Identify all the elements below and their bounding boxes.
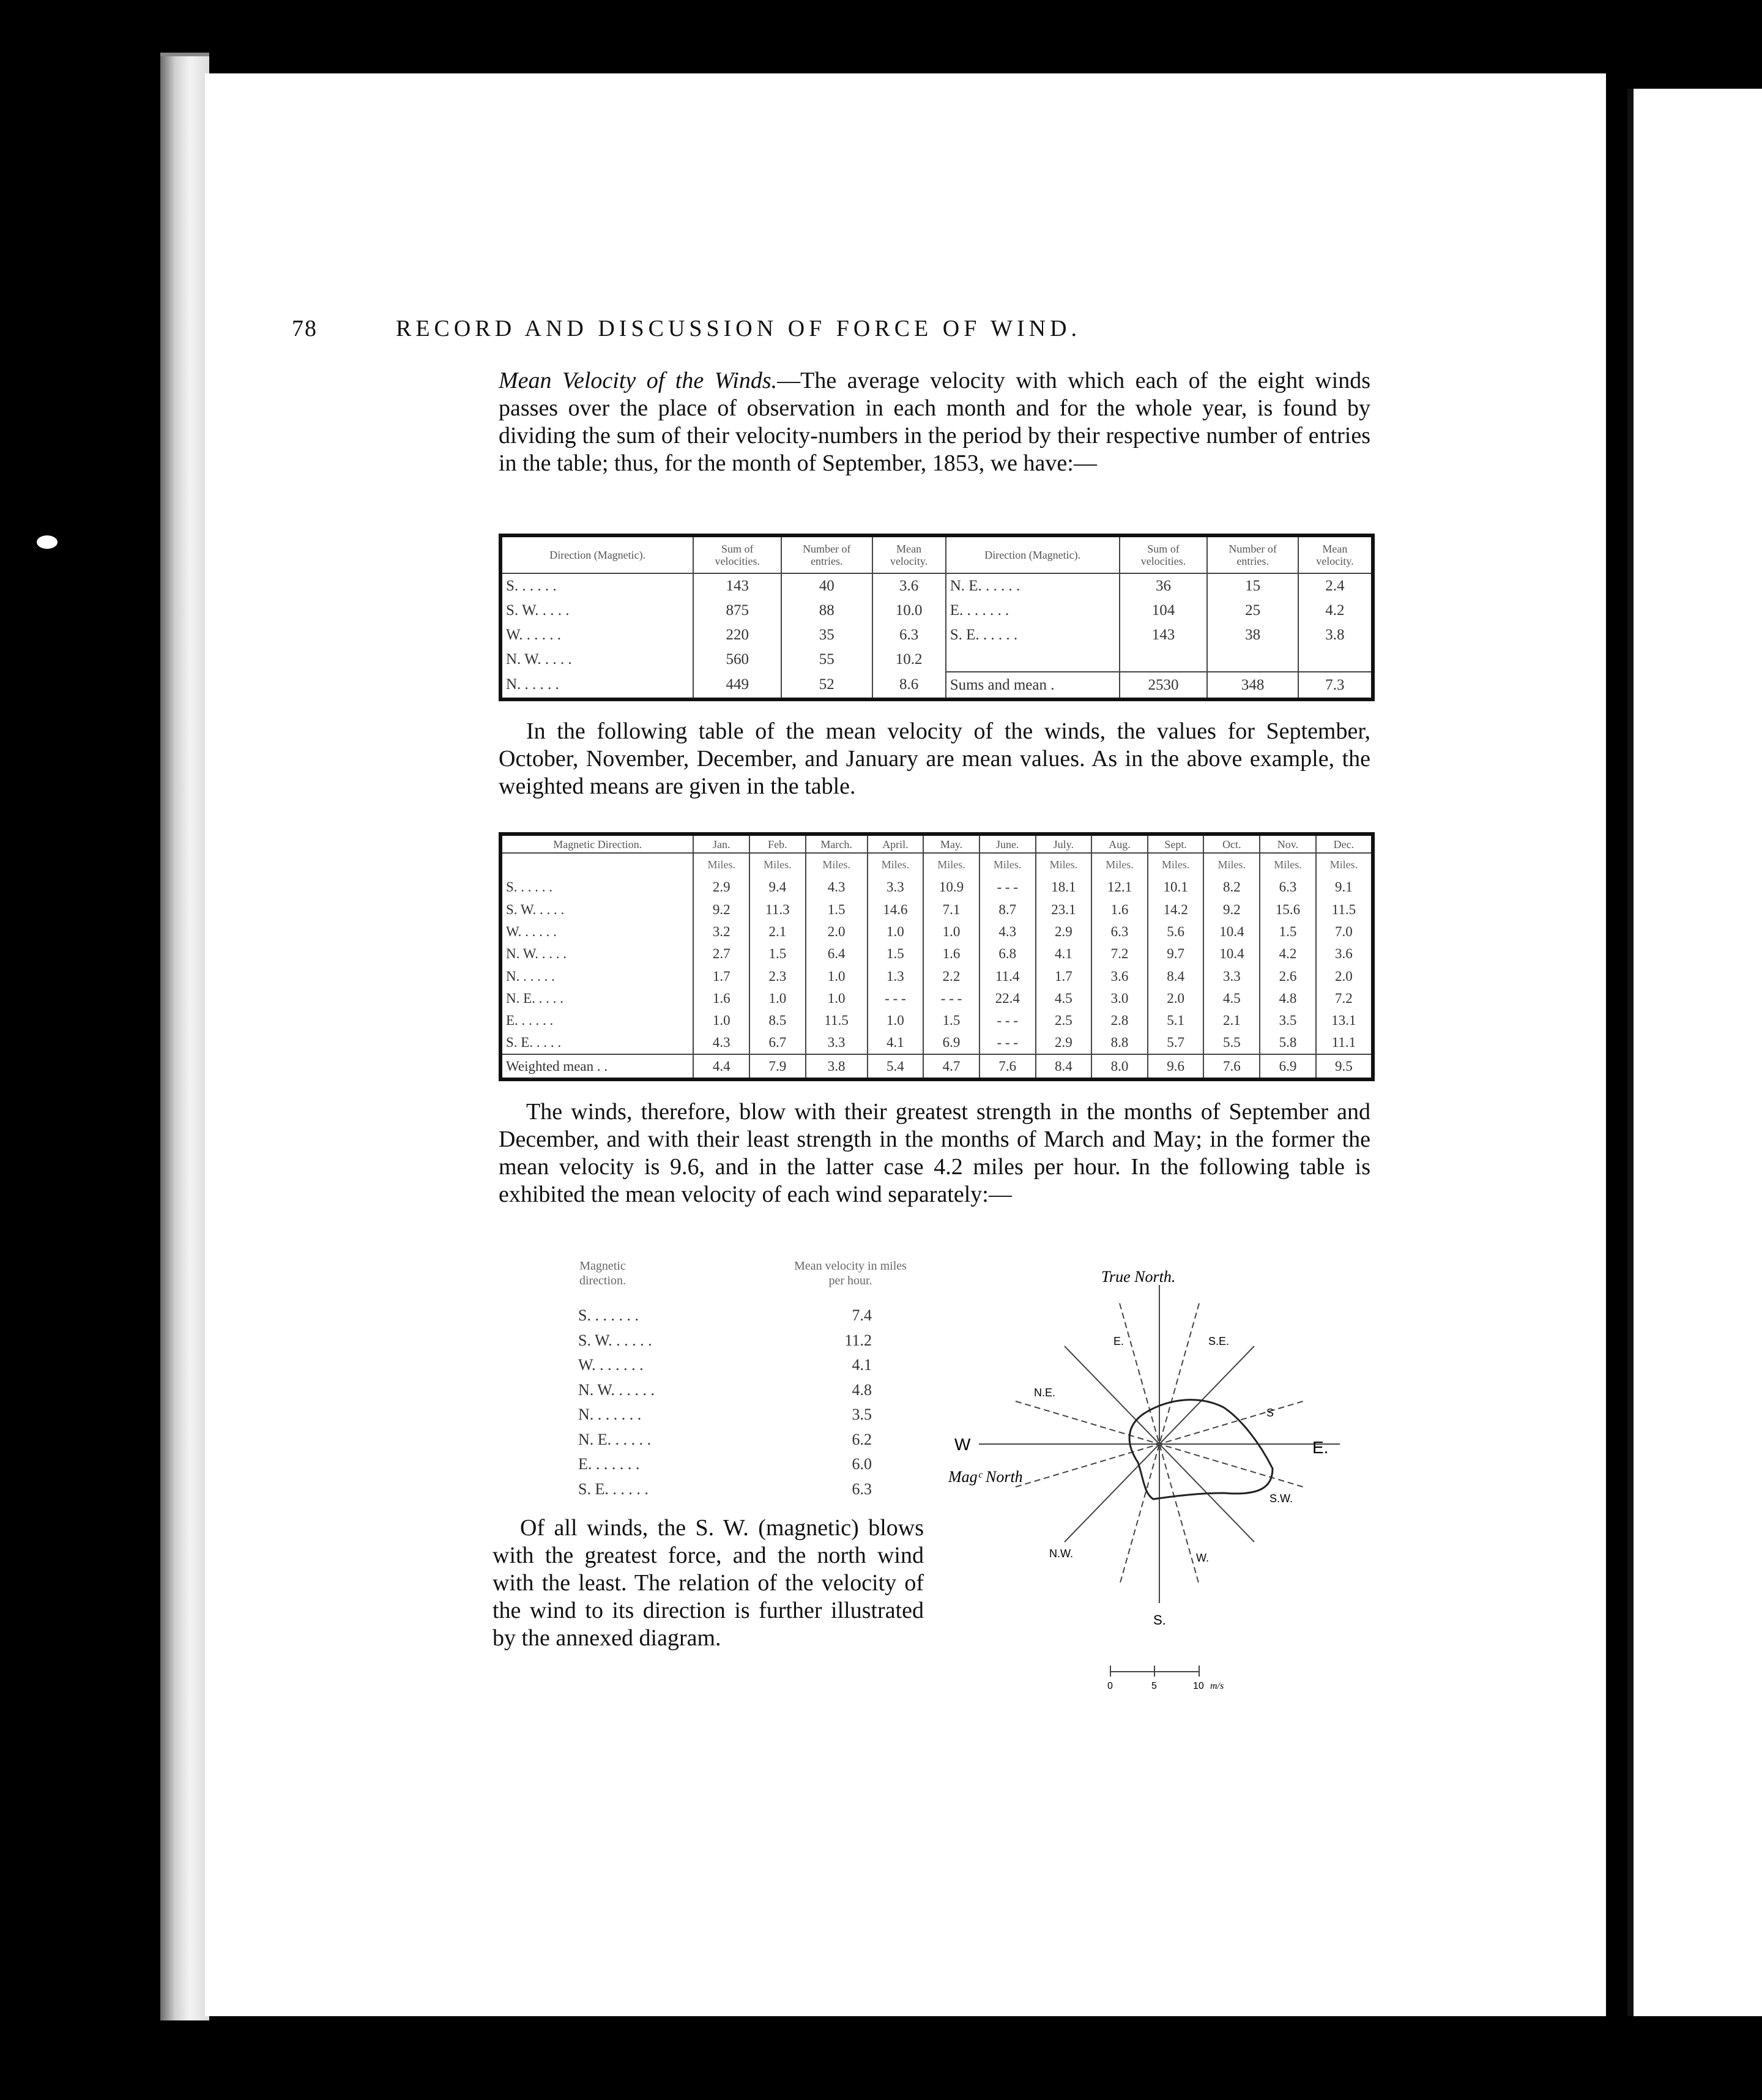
table-cell: 7.2	[1316, 987, 1371, 1009]
table-cell: 9.5	[1316, 1054, 1371, 1078]
table-cell: E. . . . . . .	[946, 598, 1120, 623]
paragraph-italic-lead: Mean Velocity of the Winds.	[499, 368, 778, 393]
table-cell: 4.5	[1203, 987, 1260, 1009]
table-cell: 88	[781, 598, 872, 623]
table-cell: S. E. . . . . .	[946, 623, 1120, 647]
table-cell: 52	[781, 672, 872, 698]
table-cell: 3.8	[806, 1054, 868, 1078]
table-cell: 2530	[1120, 672, 1208, 698]
table-cell: - - -	[923, 987, 980, 1009]
table-row	[502, 672, 1371, 698]
table-cell: 3.6	[1091, 965, 1148, 987]
table-cell: 1.6	[923, 943, 980, 965]
table-cell: 449	[693, 672, 781, 698]
table-cell: 5.5	[1203, 1032, 1260, 1055]
table-cell: N. . . . . .	[506, 676, 559, 693]
direction-cell: N. . . . . .	[506, 968, 555, 984]
table-cell: 15.6	[1260, 898, 1316, 920]
col-header-month: Jan.	[693, 836, 749, 853]
table-cell: 12.1	[1091, 876, 1148, 898]
table-cell: 2.1	[1203, 1009, 1260, 1031]
velocity-value: 11.2	[844, 1331, 872, 1349]
table-cell: 10.2	[872, 647, 946, 672]
table-cell: 1.5	[749, 943, 806, 965]
col-header-month: July.	[1036, 836, 1092, 853]
direction-velocity-list	[578, 1303, 872, 1502]
table-cell: 15	[1207, 573, 1298, 599]
direction-label: S. . . . . . .	[578, 1306, 639, 1324]
scale-zero: 0	[1107, 1681, 1113, 1691]
true-north-label: True North.	[1101, 1268, 1176, 1286]
table-cell: 2.4	[1298, 573, 1371, 599]
list-item	[578, 1452, 872, 1477]
table-cell: 6.3	[872, 623, 946, 647]
label-nw: N.W.	[1049, 1547, 1073, 1560]
table-cell: 6.8	[980, 943, 1036, 965]
table-cell: 4.7	[923, 1054, 980, 1078]
unit-cell: Miles.	[923, 853, 980, 876]
table-cell: 25	[1207, 598, 1298, 623]
table-cell: 3.3	[806, 1032, 868, 1055]
table-cell: 8.6	[872, 672, 946, 698]
table-cell: 2.7	[693, 943, 749, 965]
table-cell: 3.2	[693, 920, 749, 942]
scan-speck	[37, 535, 58, 549]
list-item	[578, 1428, 872, 1453]
col-header: Direction (Magnetic).	[502, 537, 693, 573]
direction-label: S. E. . . . . .	[578, 1480, 649, 1498]
table-cell: W. . . . . .	[506, 627, 562, 644]
table-cell: 1.0	[868, 920, 924, 942]
unit-cell: Miles.	[980, 853, 1036, 876]
unit-cell: Miles.	[1203, 853, 1260, 876]
wind-rose-diagram	[942, 1260, 1383, 1701]
table-cell: 3.3	[1203, 965, 1260, 987]
table-cell: 35	[781, 623, 872, 647]
table-cell: 6.9	[923, 1032, 980, 1055]
table-row	[502, 573, 1371, 599]
table-cell: 38	[1207, 623, 1298, 647]
velocity-value: 6.2	[852, 1430, 872, 1448]
table-cell: 104	[1120, 598, 1208, 623]
table-cell: 14.2	[1148, 898, 1204, 920]
col-header: Mean velocity.	[1298, 537, 1371, 573]
table-cell: 40	[781, 573, 872, 599]
table-cell: 1.0	[693, 1009, 749, 1031]
col-header: Number of entries.	[1207, 537, 1298, 573]
table-row	[502, 623, 1371, 647]
table-cell: 22.4	[980, 987, 1036, 1009]
col-header-month: May.	[923, 836, 980, 853]
table-cell: 9.4	[749, 876, 806, 898]
table-cell: 4.3	[693, 1032, 749, 1055]
direction-cell: S. E. . . . .	[506, 1035, 562, 1051]
table-cell: 2.9	[693, 876, 749, 898]
table-cell: 3.3	[868, 876, 924, 898]
unit-cell: Miles.	[806, 853, 868, 876]
paragraph-text: —The average velocity with which each of the eight winds passes over the place of observation in each month and for the whole year, is found by dividing the sum of their velocity-numbers in the period by their respective number of entries in the table; thus, for the month of September, 1853, we have:—	[499, 368, 1370, 476]
table-cell: 14.6	[868, 898, 924, 920]
table-cell: 10.0	[872, 598, 946, 623]
table-cell: 9.2	[1203, 898, 1260, 920]
velocity-value: 6.0	[852, 1455, 872, 1473]
table-cell: 1.7	[693, 965, 749, 987]
facing-page-edge	[1627, 89, 1762, 2016]
direction-label: E. . . . . . .	[578, 1455, 640, 1473]
running-header	[292, 315, 1369, 346]
september-velocity-table	[499, 534, 1375, 701]
table-cell: 4.2	[1298, 598, 1371, 623]
table-cell: 2.3	[749, 965, 806, 987]
direction-cell: N. E. . . . .	[506, 990, 563, 1006]
table-cell: 8.7	[980, 898, 1036, 920]
label-se: S.E.	[1208, 1335, 1230, 1347]
table-cell: 1.3	[868, 965, 924, 987]
unit-cell: Miles.	[1036, 853, 1092, 876]
table-row	[502, 898, 1371, 920]
paragraph-following-table: In the following table of the mean velocity of the winds, the values for September, October, November, December, and January are mean values. As in the above example, the weighted means are given in the table.	[499, 718, 1370, 799]
table-cell	[1298, 647, 1371, 672]
table-cell: 11.5	[1316, 898, 1371, 920]
list-item	[578, 1402, 872, 1428]
table-cell: 4.2	[1260, 943, 1316, 965]
direction-cell: S. . . . . .	[506, 879, 553, 895]
table-cell: 2.6	[1260, 965, 1316, 987]
table-cell: 9.1	[1316, 876, 1371, 898]
table-cell: 4.3	[980, 920, 1036, 942]
table-cell: 4.1	[1036, 943, 1092, 965]
direction-cell: E. . . . . .	[506, 1013, 554, 1029]
table-cell: 8.4	[1148, 965, 1204, 987]
table-cell: 1.5	[923, 1009, 980, 1031]
table-cell: 9.7	[1148, 943, 1204, 965]
weighted-mean-label: Weighted mean . .	[502, 1054, 693, 1078]
direction-label: W. . . . . . .	[578, 1356, 644, 1374]
table-cell: 348	[1207, 672, 1298, 698]
col-header: Sum of velocities.	[1120, 537, 1208, 573]
table-cell: 11.1	[1316, 1032, 1371, 1055]
label-e-top: E.	[1113, 1335, 1124, 1347]
table-row	[502, 1009, 1371, 1031]
scale-five: 5	[1151, 1681, 1157, 1691]
table-cell: 2.9	[1036, 920, 1092, 942]
table-cell: 560	[693, 647, 781, 672]
table-cell	[1120, 647, 1208, 672]
table-cell: 2.1	[749, 920, 806, 942]
table-row	[502, 987, 1371, 1009]
direction-label: N. W. . . . . .	[578, 1380, 655, 1399]
table-cell: 7.6	[980, 1054, 1036, 1078]
direction-cell: S. W. . . . .	[506, 901, 565, 917]
table-cell: 6.4	[806, 943, 868, 965]
direction-cell: W. . . . . .	[506, 923, 557, 939]
paragraph-greatest-strength: The winds, therefore, blow with their greatest strength in the months of September and December, and with their least strength in the months of March and May; in the former the mean velocity is 9.6, and in the latter case 4.2 miles per hour. In the following table is exhibited the mean velocity of each wind separately:—	[499, 1099, 1370, 1207]
table-cell: 2.2	[923, 965, 980, 987]
scale-unit: m/s	[1210, 1681, 1224, 1691]
table-cell: 1.5	[868, 943, 924, 965]
table-cell: 4.1	[868, 1032, 924, 1055]
table-cell: 3.5	[1260, 1009, 1316, 1031]
unit-cell: Miles.	[868, 853, 924, 876]
weighted-mean-row	[502, 1054, 1371, 1078]
table-cell: 3.6	[872, 573, 946, 599]
table-row	[502, 1032, 1371, 1055]
unit-cell: Miles.	[1260, 853, 1316, 876]
direction-label: S. W. . . . . .	[578, 1331, 652, 1349]
table-cell: 7.0	[1316, 920, 1371, 942]
table-cell: 5.1	[1148, 1009, 1204, 1031]
unit-cell: Miles.	[693, 853, 749, 876]
col-header-month: Nov.	[1260, 836, 1316, 853]
table-cell: 11.5	[806, 1009, 868, 1031]
table-cell: 1.0	[923, 920, 980, 942]
small-table-head-direction: Magnetic direction.	[579, 1259, 626, 1287]
table-cell: 5.6	[1148, 920, 1204, 942]
col-header: Magnetic Direction.	[502, 836, 693, 853]
table-cell: 1.6	[1091, 898, 1148, 920]
list-item	[578, 1353, 872, 1378]
table-cell: 36	[1120, 573, 1208, 599]
velocity-value: 7.4	[852, 1306, 872, 1324]
col-header: Number of entries.	[781, 537, 872, 573]
col-header-month: Oct.	[1203, 836, 1260, 853]
list-item	[578, 1477, 872, 1502]
table-cell: 7.9	[749, 1054, 806, 1078]
table-cell: 8.0	[1091, 1054, 1148, 1078]
label-w-left: W	[954, 1435, 971, 1454]
table-cell: 875	[693, 598, 781, 623]
table-row	[502, 598, 1371, 623]
table-cell: Sums and mean .	[946, 672, 1120, 698]
table-cell: 8.4	[1036, 1054, 1092, 1078]
table-cell: 1.7	[1036, 965, 1092, 987]
table-cell: 4.8	[1260, 987, 1316, 1009]
table-cell: 1.0	[806, 987, 868, 1009]
col-header: Direction (Magnetic).	[946, 537, 1120, 573]
table-cell: 7.2	[1091, 943, 1148, 965]
table-cell: 13.1	[1316, 1009, 1371, 1031]
col-header-month: Sept.	[1148, 836, 1204, 853]
velocity-value: 4.1	[852, 1356, 872, 1374]
table-cell: 11.4	[980, 965, 1036, 987]
table-cell: 6.3	[1091, 920, 1148, 942]
label-w-low: W.	[1196, 1552, 1209, 1564]
label-ne: N.E.	[1034, 1387, 1056, 1399]
direction-label: N. . . . . . .	[578, 1406, 642, 1423]
table-cell: 2.0	[806, 920, 868, 942]
book-page-edges	[160, 53, 209, 2020]
table-cell	[946, 647, 1120, 672]
table-cell: 3.0	[1091, 987, 1148, 1009]
table-row	[502, 876, 1371, 898]
table-cell: S. . . . . .	[506, 577, 557, 594]
table-cell: 1.0	[868, 1009, 924, 1031]
table-cell: N. W. . . . .	[506, 651, 572, 668]
table-cell: 2.0	[1148, 987, 1204, 1009]
table-cell: 10.4	[1203, 920, 1260, 942]
table-cell: 55	[781, 647, 872, 672]
table-cell: 11.3	[749, 898, 806, 920]
table-cell: 8.2	[1203, 876, 1260, 898]
table-cell: 1.6	[693, 987, 749, 1009]
table-cell: 10.1	[1148, 876, 1204, 898]
velocity-polygon	[1129, 1400, 1273, 1499]
velocity-value: 3.5	[852, 1406, 872, 1423]
table-cell: 18.1	[1036, 876, 1092, 898]
table-cell	[1207, 647, 1298, 672]
table-cell: 4.5	[1036, 987, 1092, 1009]
table-cell: 3.6	[1316, 943, 1371, 965]
table-cell: S. W. . . . .	[506, 602, 570, 619]
table-cell: 4.4	[693, 1054, 749, 1078]
scale-ten: 10	[1193, 1681, 1204, 1691]
col-header-month: Dec.	[1316, 836, 1371, 853]
unit-cell: Miles.	[1091, 853, 1148, 876]
col-header-month: April.	[868, 836, 924, 853]
label-s-right: S	[1266, 1407, 1274, 1419]
page-number: 78	[292, 316, 318, 341]
table-cell: 2.5	[1036, 1009, 1092, 1031]
scale-bar	[1107, 1666, 1224, 1691]
list-item	[578, 1328, 872, 1353]
table-cell: 1.5	[1260, 920, 1316, 942]
velocity-value: 6.3	[852, 1480, 872, 1498]
table-cell: 7.1	[923, 898, 980, 920]
table-cell: 1.5	[806, 898, 868, 920]
table-cell: 10.4	[1203, 943, 1260, 965]
running-title: RECORD AND DISCUSSION OF FORCE OF WIND.	[396, 316, 1082, 341]
table-cell: 220	[693, 623, 781, 647]
table-cell: 1.0	[749, 987, 806, 1009]
table-cell: 7.3	[1298, 672, 1371, 698]
table-cell: 2.8	[1091, 1009, 1148, 1031]
label-sw: S.W.	[1269, 1492, 1293, 1505]
table-cell: 8.8	[1091, 1032, 1148, 1055]
paragraph-mean-velocity	[499, 367, 1370, 477]
table-cell: - - -	[980, 1032, 1036, 1055]
table-cell: - - -	[980, 876, 1036, 898]
table-cell: 4.3	[806, 876, 868, 898]
table-cell: 2.0	[1316, 965, 1371, 987]
table-row	[502, 965, 1371, 987]
table-cell: 10.9	[923, 876, 980, 898]
col-header-month: Aug.	[1091, 836, 1148, 853]
table-cell: 7.6	[1203, 1054, 1260, 1078]
unit-cell: Miles.	[749, 853, 806, 876]
table-cell: 5.4	[868, 1054, 924, 1078]
list-item	[578, 1378, 872, 1403]
col-header-month: Feb.	[749, 836, 806, 853]
table-cell: 1.0	[806, 965, 868, 987]
table-row	[502, 920, 1371, 942]
col-header-month: June.	[980, 836, 1036, 853]
table-cell: 9.2	[693, 898, 749, 920]
table-cell: 6.7	[749, 1032, 806, 1055]
col-header: Mean velocity.	[872, 537, 946, 573]
table-cell: 2.9	[1036, 1032, 1092, 1055]
table-row	[502, 647, 1371, 672]
table-cell: - - -	[868, 987, 924, 1009]
table-cell: 6.3	[1260, 876, 1316, 898]
col-header-month: March.	[806, 836, 868, 853]
table-cell: 3.8	[1298, 623, 1371, 647]
label-s-bottom: S.	[1153, 1612, 1166, 1628]
table-cell: 143	[693, 573, 781, 599]
small-table-head-velocity: Mean velocity in miles per hour.	[794, 1259, 907, 1287]
col-header: Sum of velocities.	[693, 537, 781, 573]
list-item	[578, 1303, 872, 1328]
table-cell: 8.5	[749, 1009, 806, 1031]
velocity-value: 4.8	[852, 1380, 872, 1399]
unit-cell: Miles.	[1148, 853, 1204, 876]
paragraph-all-winds: Of all winds, the S. W. (magnetic) blows with the greatest force, and the north wind with the least. The relation of the velocity of the wind to its direction is further illustrated by the annexed diagram.	[493, 1515, 924, 1651]
table-cell: 5.8	[1260, 1032, 1316, 1055]
table-cell: 143	[1120, 623, 1208, 647]
table-cell: - - -	[980, 1009, 1036, 1031]
table-cell: 9.6	[1148, 1054, 1204, 1078]
table-cell: N. E. . . . . .	[946, 573, 1120, 599]
label-e-right: E.	[1312, 1438, 1329, 1457]
unit-cell: Miles.	[1316, 853, 1371, 876]
table-cell: 23.1	[1036, 898, 1092, 920]
table-cell	[502, 853, 693, 876]
table-cell: 6.9	[1260, 1054, 1316, 1078]
table-cell: 5.7	[1148, 1032, 1204, 1055]
table-row	[502, 943, 1371, 965]
label-mag-north: Magᶜ North	[948, 1468, 1023, 1486]
direction-label: N. E. . . . . .	[578, 1430, 652, 1448]
monthly-velocity-table	[499, 832, 1375, 1081]
direction-cell: N. W. . . . .	[506, 946, 567, 962]
